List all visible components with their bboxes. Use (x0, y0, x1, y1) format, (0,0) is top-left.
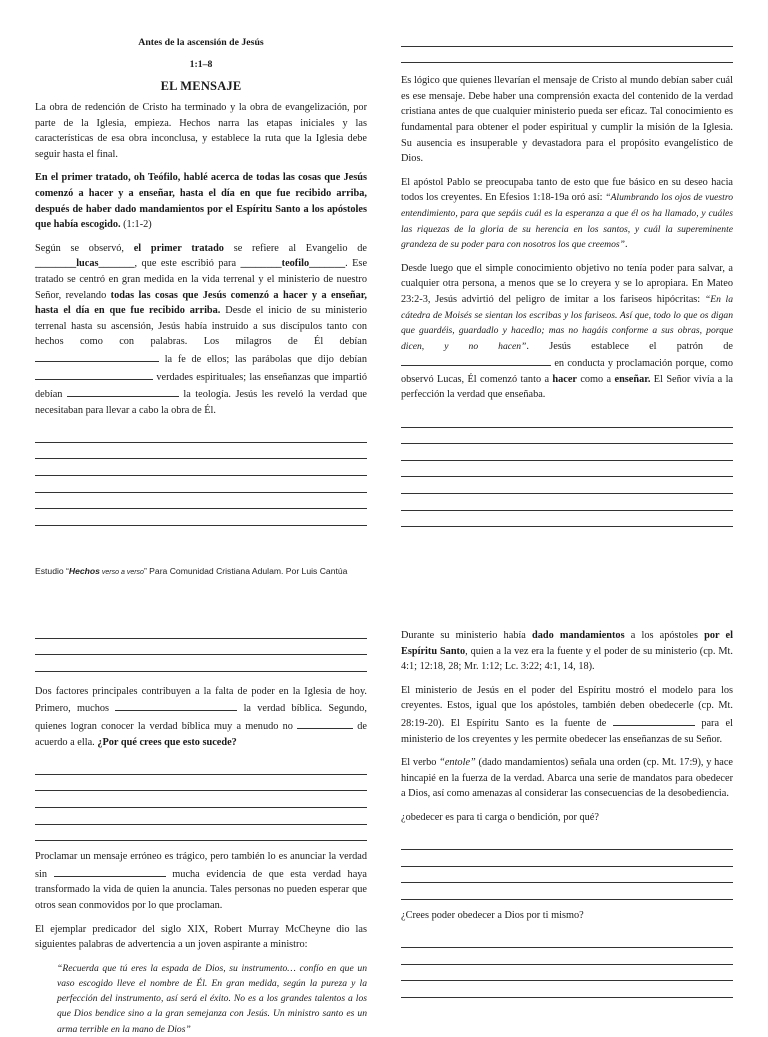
answer-line[interactable] (35, 622, 367, 639)
text-run: se refiere al Evangelio de (223, 242, 368, 254)
answer-line[interactable] (35, 476, 367, 493)
text-run-bold: todas las cosas que Jesús comenzó a hacer y a enseñar, hasta el día en que fue recibido arriba. (35, 289, 367, 317)
answer-lines[interactable] (35, 426, 367, 526)
answer-lines[interactable] (401, 411, 733, 527)
answer-line[interactable] (35, 493, 367, 510)
answer-line[interactable] (35, 791, 367, 808)
answer-line[interactable] (401, 948, 733, 965)
fill-blank[interactable] (35, 350, 159, 362)
answer-line[interactable] (401, 981, 733, 998)
answer-line[interactable] (401, 428, 733, 445)
text-run: Desde el inicio de su ministerio terrenal hasta su ascensión, Jesús había instruido a sus discípulos tanto con hechos como con palabras. Los milagros de Él debían (35, 305, 367, 348)
text-run: . (624, 239, 628, 251)
top-right-column (401, 30, 733, 535)
answer-lines[interactable] (401, 932, 733, 998)
text-run: Desde luego que el simple conocimiento objetivo no tenía poder para salvar, a cualquier otra persona, a menos que se lo creyera y se lo apropiara. En Mateo 23:2-3, Jesús advirtió del peligro de imitar a los fariseos hipócritas: (401, 262, 733, 305)
text-run: El ministerio de Jesús en el poder del Espíritu mostró el modelo para los creyentes. Estos, igual que los apóstoles, también deben obedecerle (cp. Mt. 28:19-20). El Espíritu Santo es la fuente de (401, 684, 733, 729)
text-run-bold: dado mandamientos (532, 630, 625, 641)
text-run-bold: hacer (552, 373, 577, 385)
mccheyne-quote: “Recuerda que tú eres la espada de Dios, su instrumento… confío en que un vaso escogido lleve el nombre de Él. En gran medida, según la pureza y la perfección del instrumento, así será el éxito. No es a los grandes talentos a los que Dios bendice sino a la gran semejanza con Jesús. Un ministro santo es un arma terrible en la mano de Dios” (57, 962, 367, 1035)
question-self-obey: ¿Crees poder obedecer a Dios por ti mismo? (401, 909, 584, 921)
answer-lines[interactable] (35, 758, 367, 841)
text-run: Dos factores principales contribuyen a la falta de poder en la Iglesia de hoy. Primero, muchos (35, 685, 367, 715)
verse-paragraph (35, 170, 367, 232)
text-run: para el ministerio de los creyentes y les permite obedecer las enseñanzas de su Señor. (401, 717, 733, 745)
message-paragraph: Es lógico que quienes llevarían el mensaje de Cristo al mundo debían saber cuál es ese mensaje. Debe haber una comprensión exacta del contenido de la verdad cristiana antes de que cualquier ministerio pueda ser eficaz. Tal conocimiento es fundamental para obtener el poder espiritual y cumplir la misión de la Iglesia. Su ausencia es insuperable y devastadora para el propósito evangelístico de Dios. (401, 75, 733, 165)
commands-paragraph (401, 628, 733, 675)
answer-line[interactable] (35, 426, 367, 443)
text-run: Proclamar un mensaje erróneo es trágico, pero también lo es anunciar la verdad sin (35, 851, 367, 880)
fill-blank-lucas[interactable]: ________lucas_______ (35, 258, 135, 270)
answer-line[interactable] (35, 808, 367, 825)
fill-blank-teofilo[interactable]: ________teofilo_______ (240, 258, 346, 270)
spirit-paragraph (401, 683, 733, 747)
text-run: verdades espirituales; las enseñanzas que impartió debían (35, 371, 367, 401)
pablo-paragraph (401, 175, 733, 253)
text-run: El apóstol Pablo se preocupaba tanto de esto que fue básico en su deseo hacia todos los creyentes. En Efesios 1:18-19a oró así: (401, 176, 733, 204)
answer-line[interactable] (401, 494, 733, 511)
fill-blank[interactable] (115, 699, 237, 711)
lesson-title: Antes de la ascensión de Jesús (138, 37, 264, 48)
footer-text: Estudio “ (35, 566, 69, 576)
text-run-bold: el primer tratado (133, 242, 224, 254)
footer-subtitle: verso a verso (99, 569, 144, 576)
answer-lines[interactable] (401, 834, 733, 900)
text-run-bold: por el Espíritu Santo (401, 630, 733, 657)
lesson-reference: 1:1–8 (189, 59, 213, 70)
answer-line[interactable] (35, 758, 367, 775)
text-run: la fe de ellos; las parábolas que dijo debían (159, 353, 367, 365)
text-run: Según se observó, (35, 242, 134, 254)
explanation-paragraph (35, 241, 367, 419)
verb-paragraph (401, 755, 733, 802)
text-run: El Señor vivía a la perfección la verdad que enseñaba. (401, 373, 733, 401)
footer-text: ” Para Comunidad Cristiana Adulam. Por Luis Cantúa (143, 566, 348, 576)
answer-line[interactable] (35, 655, 367, 672)
answer-line[interactable] (401, 411, 733, 428)
text-run: en conducta y proclamación porque, como observó Lucas, Él comenzó tanto a (401, 358, 733, 385)
factors-paragraph (35, 684, 367, 750)
text-run: mucha evidencia de que esta verdad haya transformado la vida de quien la anuncia. Tales personas no pueden esperar que otros sean conmovidos por lo que proclaman. (35, 868, 367, 911)
answer-lines[interactable] (401, 30, 733, 63)
ephesians-quote: “Alumbrando los ojos de vuestro entendimiento, para que sepáis cuál es la esperanza a que él os ha llamado, y cuáles las riquezas de la gloria de su herencia en los santos, y cuál la supereminente grandeza de su poder para con nosotros los que creemos” (401, 192, 733, 251)
answer-line[interactable] (35, 443, 367, 460)
mccheyne-paragraph: El ejemplar predicador del siglo XIX, Robert Murray McCheyne dio las siguientes palabras de advertencia a un joven aspirante a ministro: (35, 923, 367, 951)
footer-title: Hechos (68, 566, 100, 576)
verse-text: En el primer tratado, oh Teófilo, hablé acerca de todas las cosas que Jesús comenzó a hacer y a enseñar, hasta el día en que fue recibido arriba, después de haber dado mandamientos por el Espíritu Santo a los apóstoles que había escogido. (35, 172, 367, 231)
answer-line[interactable] (35, 459, 367, 476)
text-run: . Jesús establece el patrón de (526, 340, 733, 352)
answer-line[interactable] (401, 47, 733, 64)
answer-line[interactable] (401, 965, 733, 982)
answer-line[interactable] (35, 775, 367, 792)
text-run: Durante su ministerio había (401, 630, 533, 641)
answer-line[interactable] (35, 639, 367, 656)
question-obedience: ¿obedecer es para ti carga o bendición, por qué? (401, 811, 599, 823)
section-title: EL MENSAJE (160, 79, 242, 93)
page-footer (35, 566, 347, 576)
intro-paragraph: La obra de redención de Cristo ha terminado y la obra de evangelización, por parte de la Iglesia, empieza. Hechos narra las etapas iniciales y las características de esa obra inconclusa, y establece la ruta que la Iglesia debe seguir hasta el final. (35, 102, 367, 160)
answer-line[interactable] (35, 825, 367, 842)
pharisees-paragraph (401, 261, 733, 403)
text-run: de acuerdo a ella. (35, 720, 367, 748)
fill-blank[interactable] (401, 354, 551, 366)
text-run-bold: enseñar. (614, 373, 651, 385)
text-run: (dado mandamientos) señala una orden (cp. Mt. 17:9), y hace hincapié en la fuerza de la verdad. Abarca una serie de mandatos para obedecer a Dios, así como amenazas al considerar las consecuencias de la desobediencia. (401, 757, 733, 800)
bottom-left-column (35, 622, 367, 1037)
fill-blank[interactable] (67, 385, 179, 397)
answer-line[interactable] (401, 867, 733, 884)
proclaim-paragraph (35, 849, 367, 913)
answer-line[interactable] (401, 477, 733, 494)
greek-word: “entole” (439, 757, 476, 769)
text-run: la teología. Jesús les reveló la verdad que necesitaban para llevar a cabo la obra de Él. (35, 389, 367, 416)
fill-blank[interactable] (613, 714, 695, 726)
fill-blank[interactable] (297, 717, 353, 729)
answer-line[interactable] (401, 30, 733, 47)
top-left-column (35, 36, 367, 534)
answer-line[interactable] (401, 850, 733, 867)
text-run: . Ese tratado se centró en gran medida en la vida terrenal y el ministerio de nuestro Señor, revelando (35, 258, 368, 301)
text-run: como a (576, 373, 615, 385)
answer-line[interactable] (35, 509, 367, 526)
text-run: a los apóstoles (624, 630, 705, 641)
text-run: , quien a la vez era la fuente y el poder de su ministerio (cp. Mt. 4:1; 12:18, 28; Mr. 1:12; Lc. 3:22; 4:1, 14, 18). (401, 645, 733, 673)
text-run: , que este escribió para (134, 258, 241, 270)
fill-blank[interactable] (54, 865, 166, 877)
text-run: la verdad bíblica. Segundo, quienes logran conocer la verdad bíblica muy a menudo no (35, 703, 368, 732)
question-text: ¿Por qué crees que esto sucede? (97, 736, 237, 748)
answer-line[interactable] (401, 461, 733, 478)
answer-line[interactable] (401, 834, 733, 851)
bottom-right-column (401, 628, 733, 1006)
answer-line[interactable] (401, 511, 733, 528)
matthew-quote: “En la cátedra de Moisés se sientan los escribas y los fariseos. Así que, todo lo que os digan que guardéis, guardadlo y hacedlo; mas no hagáis conforme a sus obras, porque dicen, y no hacen” (401, 293, 733, 352)
answer-line[interactable] (401, 883, 733, 900)
answer-line[interactable] (401, 932, 733, 949)
verse-reference: (1:1-2) (120, 219, 152, 231)
answer-lines[interactable] (35, 622, 367, 672)
fill-blank[interactable] (35, 368, 153, 380)
answer-line[interactable] (401, 444, 733, 461)
text-run: El verbo (401, 757, 440, 769)
